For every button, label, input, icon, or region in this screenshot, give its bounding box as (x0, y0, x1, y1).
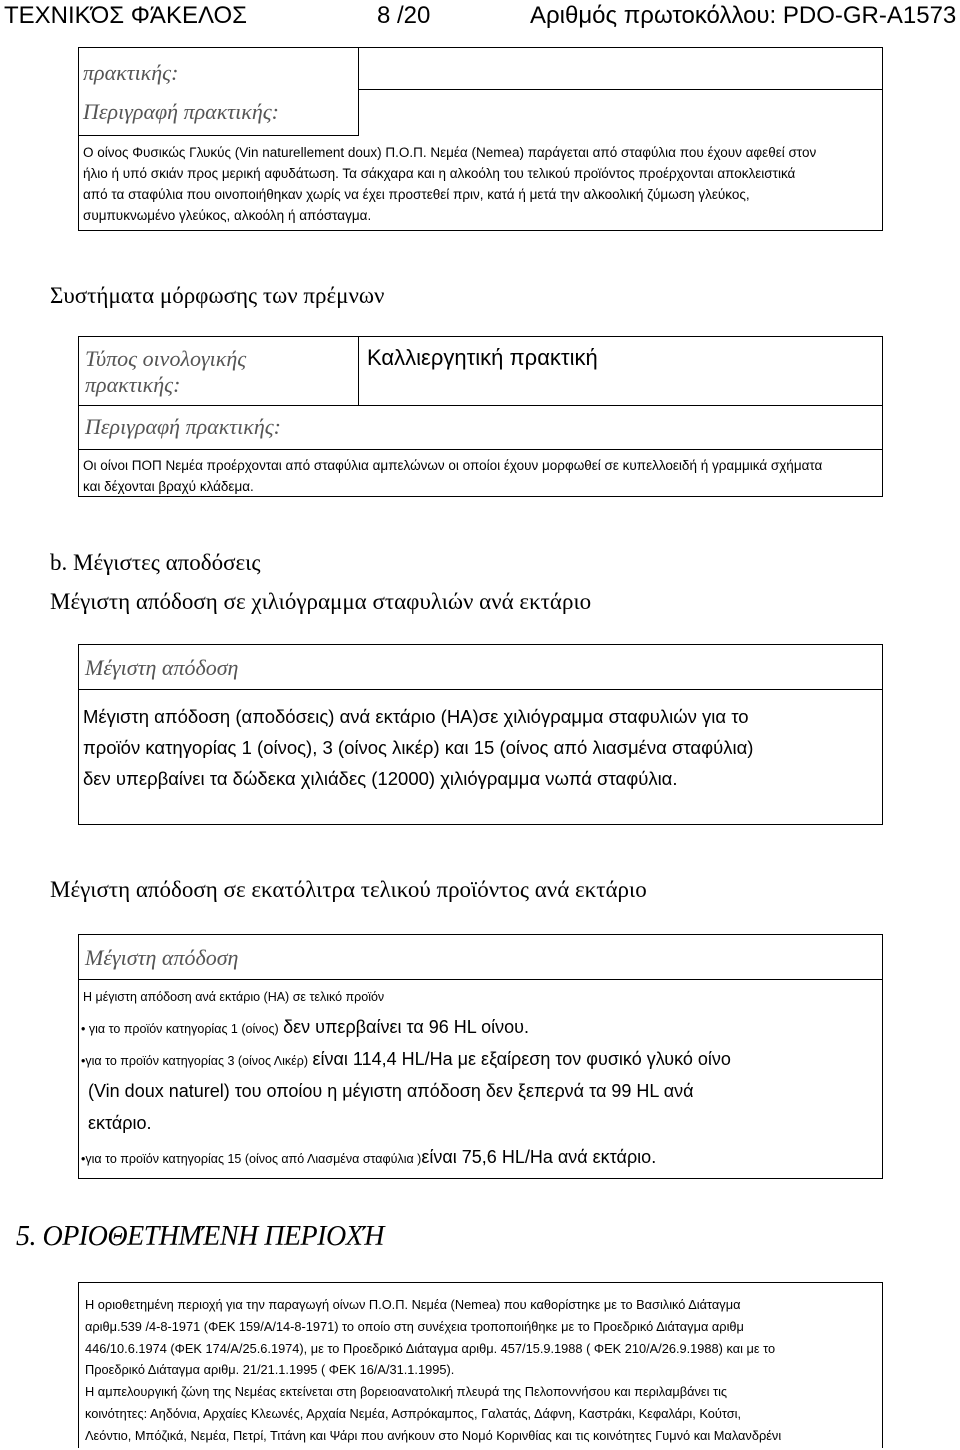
header-title: ΤΕΧΝΙΚΌΣ ΦΆΚΕΛΟΣ (4, 2, 247, 29)
max-yield-kg-table (78, 644, 883, 825)
practice-type-label-1: Τύπος οινολογικής (85, 346, 247, 371)
practice-type-label: πρακτικής: (83, 60, 179, 85)
max-yield-hl-heading: Μέγιστη απόδοση σε εκατόλιτρα τελικού προϊόντος ανά εκτάριο (50, 877, 647, 902)
practice-description-label: Περιγραφή πρακτικής: (85, 414, 281, 439)
document-header (4, 0, 956, 34)
max-yield-hl-intro: Η μέγιστη απόδοση ανά εκτάριο (HA) σε τελικό προϊόν (83, 990, 385, 1004)
list-item: •για το προϊόν κατηγορίας 15 (οίνος από Λιασμένα σταφύλια )είναι 75,6 HL/Ha ανά εκτάριο. (81, 1147, 657, 1167)
practice-type-label-2: πρακτικής: (85, 372, 181, 397)
practice-type-value: Καλλιεργητική πρακτική (367, 345, 598, 370)
practice-description-table-1 (78, 47, 883, 231)
max-yield-kg-text: Μέγιστη απόδοση (αποδόσεις) ανά εκτάριο (HA)σε χιλιόγραμμα σταφυλιών για το προϊόν κατηγορίας 1 (οίνος), 3 (οίνος λικέρ) και 15 (οίνος από λιασμένα σταφύλια) δεν υπερβαίνει τα δώδεκα χιλιάδες (12000) χιλιόγραμμα νωπά σταφύλια. (83, 706, 754, 789)
practice-description-text: Ο οίνος Φυσικώς Γλυκύς (Vin naturellement doux) Π.Ο.Π. Νεμέα (Nemea) παράγεται από σταφύλια που έχουν αφεθεί στον ήλιο ή υπό σκιάν προς μερική αφυδάτωση. Τα σάκχαρα και η αλκοόλη του τελικού προϊόντος προέρχονται αποκλειστικά από τα σταφύλια που οινοποιήθηκαν χωρίς να έχει προστεθεί πριν, κατά ή μετά την αλκοολική ζύμωση γλεύκος, συμπυκνωμένο γλεύκος, αλκοόλη ή απόσταγμα. (83, 145, 817, 223)
page-number: 8 /20 (377, 2, 431, 29)
max-yield-kg-heading: Μέγιστη απόδοση σε χιλιόγραμμα σταφυλιών ανά εκτάριο (50, 589, 592, 614)
demarcated-area-heading: 5. ΟΡΙΟΘΕΤΗΜΈΝΗ ΠΕΡΙΟΧΉ (16, 1221, 384, 1252)
list-item-continuation: (Vin doux naturel) του οποίου η μέγιστη απόδοση δεν ξεπερνά τα 99 HL ανά (88, 1081, 694, 1101)
max-yield-label: Μέγιστη απόδοση (85, 655, 239, 680)
practice-description-table-2 (78, 336, 883, 497)
protocol-number: Αριθμός πρωτοκόλλου: PDO-GR-A1573 (530, 2, 957, 29)
list-item: • για το προϊόν κατηγορίας 1 (οίνος) δεν υπερβαίνει τα 96 HL οίνου. (81, 1017, 529, 1037)
practice-description-label: Περιγραφή πρακτικής: (83, 99, 279, 124)
demarcated-area-box (78, 1282, 883, 1448)
training-systems-heading: Συστήματα μόρφωσης των πρέμνων (50, 283, 385, 308)
max-yields-heading: b. Μέγιστες αποδόσεις (50, 550, 261, 575)
demarcated-area-text: Η οριοθετημένη περιοχή για την παραγωγή οίνων Π.Ο.Π. Νεμέα (Nemea) που καθορίστηκε με το Βασιλικό Διάταγμα αριθμ.539 /4-8-1971 (ΦΕΚ 159/Α/14-8-1971) το οποίο στη συνέχεια τροποποιήθηκε με το Προεδρικό Διάταγμα αριθμ 446/10.6.1974 (ΦΕΚ 174/Α/25.6.1974), με το Προεδρικό Διάταγμα αριθμ. 457/15.9.1988 ( ΦΕΚ 210/Α/26.9.1988) και με το Προεδρικό Διάταγμα αριθμ. 21/21.1.1995 ( ΦΕΚ 16/Α/31.1.1995). Η αμπελουργική ζώνη της Νεμέας εκτείνεται στη βορειοανατολική πλευρά της Πελοποννήσου και περιλαμβάνει τις κοινότητες: Αηδόνια, Αρχαίες Κλεωνές, Αρχαία Νεμέα, Ασπρόκαμπος, Γαλατάς, Δάφνη, Καστράκι, Κεφαλάρι, Κούτσι, Λεόντιο, Μπόζικά, Νεμέα, Πετρί, Τιτάνη και Ψάρι που ανήκουν στο Νομό Κορινθίας και τις κοινότητες Γυμνό και Μαλανδρένι (85, 1297, 782, 1443)
list-item-continuation: εκτάριο. (88, 1113, 152, 1133)
list-item: •για το προϊόν κατηγορίας 3 (οίνος Λικέρ) είναι 114,4 HL/Ha με εξαίρεση τον φυσικό γλυκό οίνο (81, 1049, 731, 1069)
max-yield-hl-table (78, 934, 883, 1179)
max-yield-label: Μέγιστη απόδοση (85, 945, 239, 970)
training-systems-text: Οι οίνοι ΠΟΠ Νεμέα προέρχονται από σταφύλια αμπελώνων οι οποίοι έχουν μορφωθεί σε κυπελλοειδή ή γραμμικά σχήματα και δέχονται βραχύ κλάδεμα. (83, 458, 823, 494)
